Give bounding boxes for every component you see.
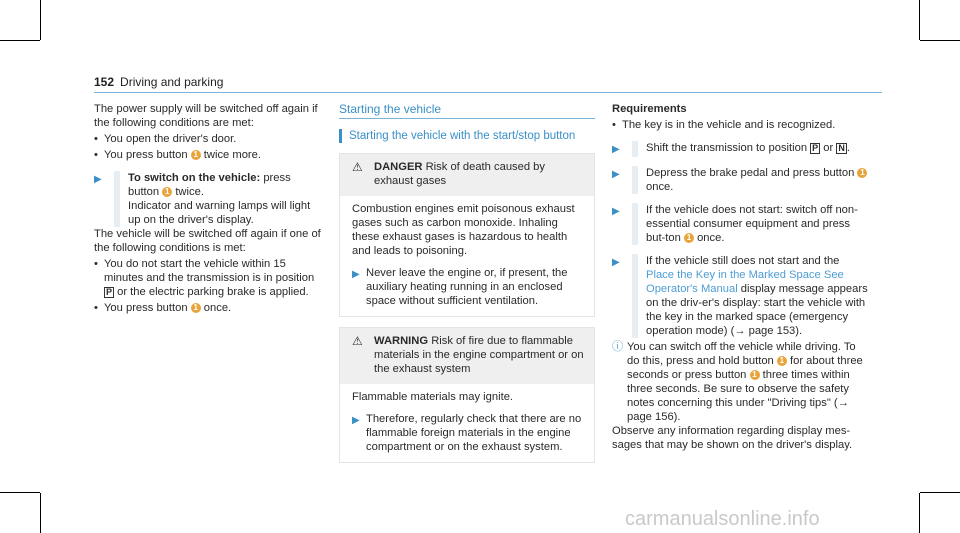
danger-box: ⚠ DANGER Risk of death caused by exhaust gases Combustion engines emit poisonous exhaust gases such as carbon monoxide. Inhaling these exhaust gases is hazardous to health and leads to poisoning. ▶ Never leave the engine or, if present, the auxiliary heating running in an enclosed space without sufficient ventilation. [339,153,595,317]
danger-step: Never leave the engine or, if present, the auxiliary heating running in an enclosed space without sufficient ventilation. [366,267,568,307]
crop-mark [919,0,920,40]
warning-step: Therefore, regularly check that there are no flammable foreign materials in the engine compartment or on the exhaust system. [366,413,582,453]
step-arrow-icon: ▶ [612,144,620,155]
instruction-step: ▶ Depress the brake pedal and press button 1 once. [612,166,870,194]
outro-text: The vehicle will be switched off again if one of the following conditions is met: [94,228,321,254]
step-arrow-icon: ▶ [94,174,102,185]
section-title: Starting the vehicle [339,102,595,119]
button-1-icon: 1 [191,303,201,313]
button-1-icon: 1 [750,370,760,380]
outro-text: Observe any information regarding display mes-sages that may be shown on the driver's display. [612,425,853,451]
warning-triangle-icon: ⚠ [352,160,363,174]
column-middle [339,102,595,473]
instruction-step: ▶ If the vehicle does not start: switch off non-essential consumer equipment and press but-ton 1 once. [612,203,870,245]
instruction-step: ▶ To switch on the vehicle: press button 1 twice. Indicator and warning lamps will light up on the driver's display. [94,171,324,227]
step-arrow-icon: ▶ [352,269,360,280]
page-header [94,75,223,89]
warning-label: WARNING [374,335,429,347]
column-right [612,102,870,454]
neutral-position-icon: N [838,143,845,153]
crop-mark [920,40,960,41]
header-rule [94,92,882,93]
info-icon: ⓘ [612,341,624,353]
danger-label: DANGER [374,161,423,173]
warning-triangle-icon: ⚠ [352,334,363,348]
warning-box: ⚠ WARNING Risk of fire due to flammable materials in the engine compartment or on the exhaust system Flammable materials may ignite. ▶ Therefore, regularly check that there are no flammable foreign materials in the engine compartment or on the exhaust system. [339,327,595,463]
button-1-icon: 1 [857,168,867,178]
crop-mark [919,493,920,533]
step-arrow-icon: ▶ [352,415,360,426]
list-item: • You press button 1 once. [94,302,232,314]
step-title: To switch on the vehicle: [128,172,261,184]
danger-body: Combustion engines emit poisonous exhaust gases such as carbon monoxide. Inhaling these exhaust gases is hazardous to health and leads to poisoning. [352,203,575,257]
intro-text: The power supply will be switched off again if the following conditions are met: [94,103,318,129]
list-item: • You do not start the vehicle within 15 minutes and the transmission is in position P or the electric parking brake is applied. [94,258,315,298]
button-1-icon: 1 [684,233,694,243]
display-message-link[interactable]: Place the Key in the Marked Space See Operator's Manual [646,269,844,295]
crop-mark [40,493,41,533]
list-item: • You press button 1 twice more. [94,149,261,161]
button-1-icon: 1 [777,356,787,366]
list-item: • You open the driver's door. [94,133,237,145]
page-number: 152 [94,75,115,89]
watermark: carmanualsonline.info [625,508,820,530]
crop-mark [0,492,40,493]
instruction-step: ▶ Shift the transmission to position P or N . [612,141,870,157]
step-arrow-icon: ▶ [612,169,620,180]
button-1-icon: 1 [162,187,172,197]
crop-mark [40,0,41,40]
crop-mark [0,40,40,41]
requirements-title: Requirements [612,103,687,115]
column-left [94,102,324,317]
subsection-title: Starting the vehicle with the start/stop button [339,129,595,143]
chapter-title: Driving and parking [120,75,224,89]
step-arrow-icon: ▶ [612,257,620,268]
step-arrow-icon: ▶ [612,206,620,217]
list-item: • The key is in the vehicle and is recognized. [612,119,836,131]
info-note: ⓘ You can switch off the vehicle while driving. To do this, press and hold button 1 for about three seconds or press button 1 three times within three seconds. Be sure to observe the safety notes concerning this under "Driving tips" (→ page 156). [612,341,863,423]
button-1-icon: 1 [191,150,201,160]
warning-body: Flammable materials may ignite. [352,391,514,403]
instruction-step: ▶ If the vehicle still does not start and the Place the Key in the Marked Space See Operator's Manual display message appears on the driv-er's display: start the vehicle with the key in the marked space (emergency operation mode) (→ page 153). [612,254,870,338]
park-position-icon: P [812,143,819,153]
crop-mark [920,492,960,493]
park-position-icon: P [106,287,113,297]
